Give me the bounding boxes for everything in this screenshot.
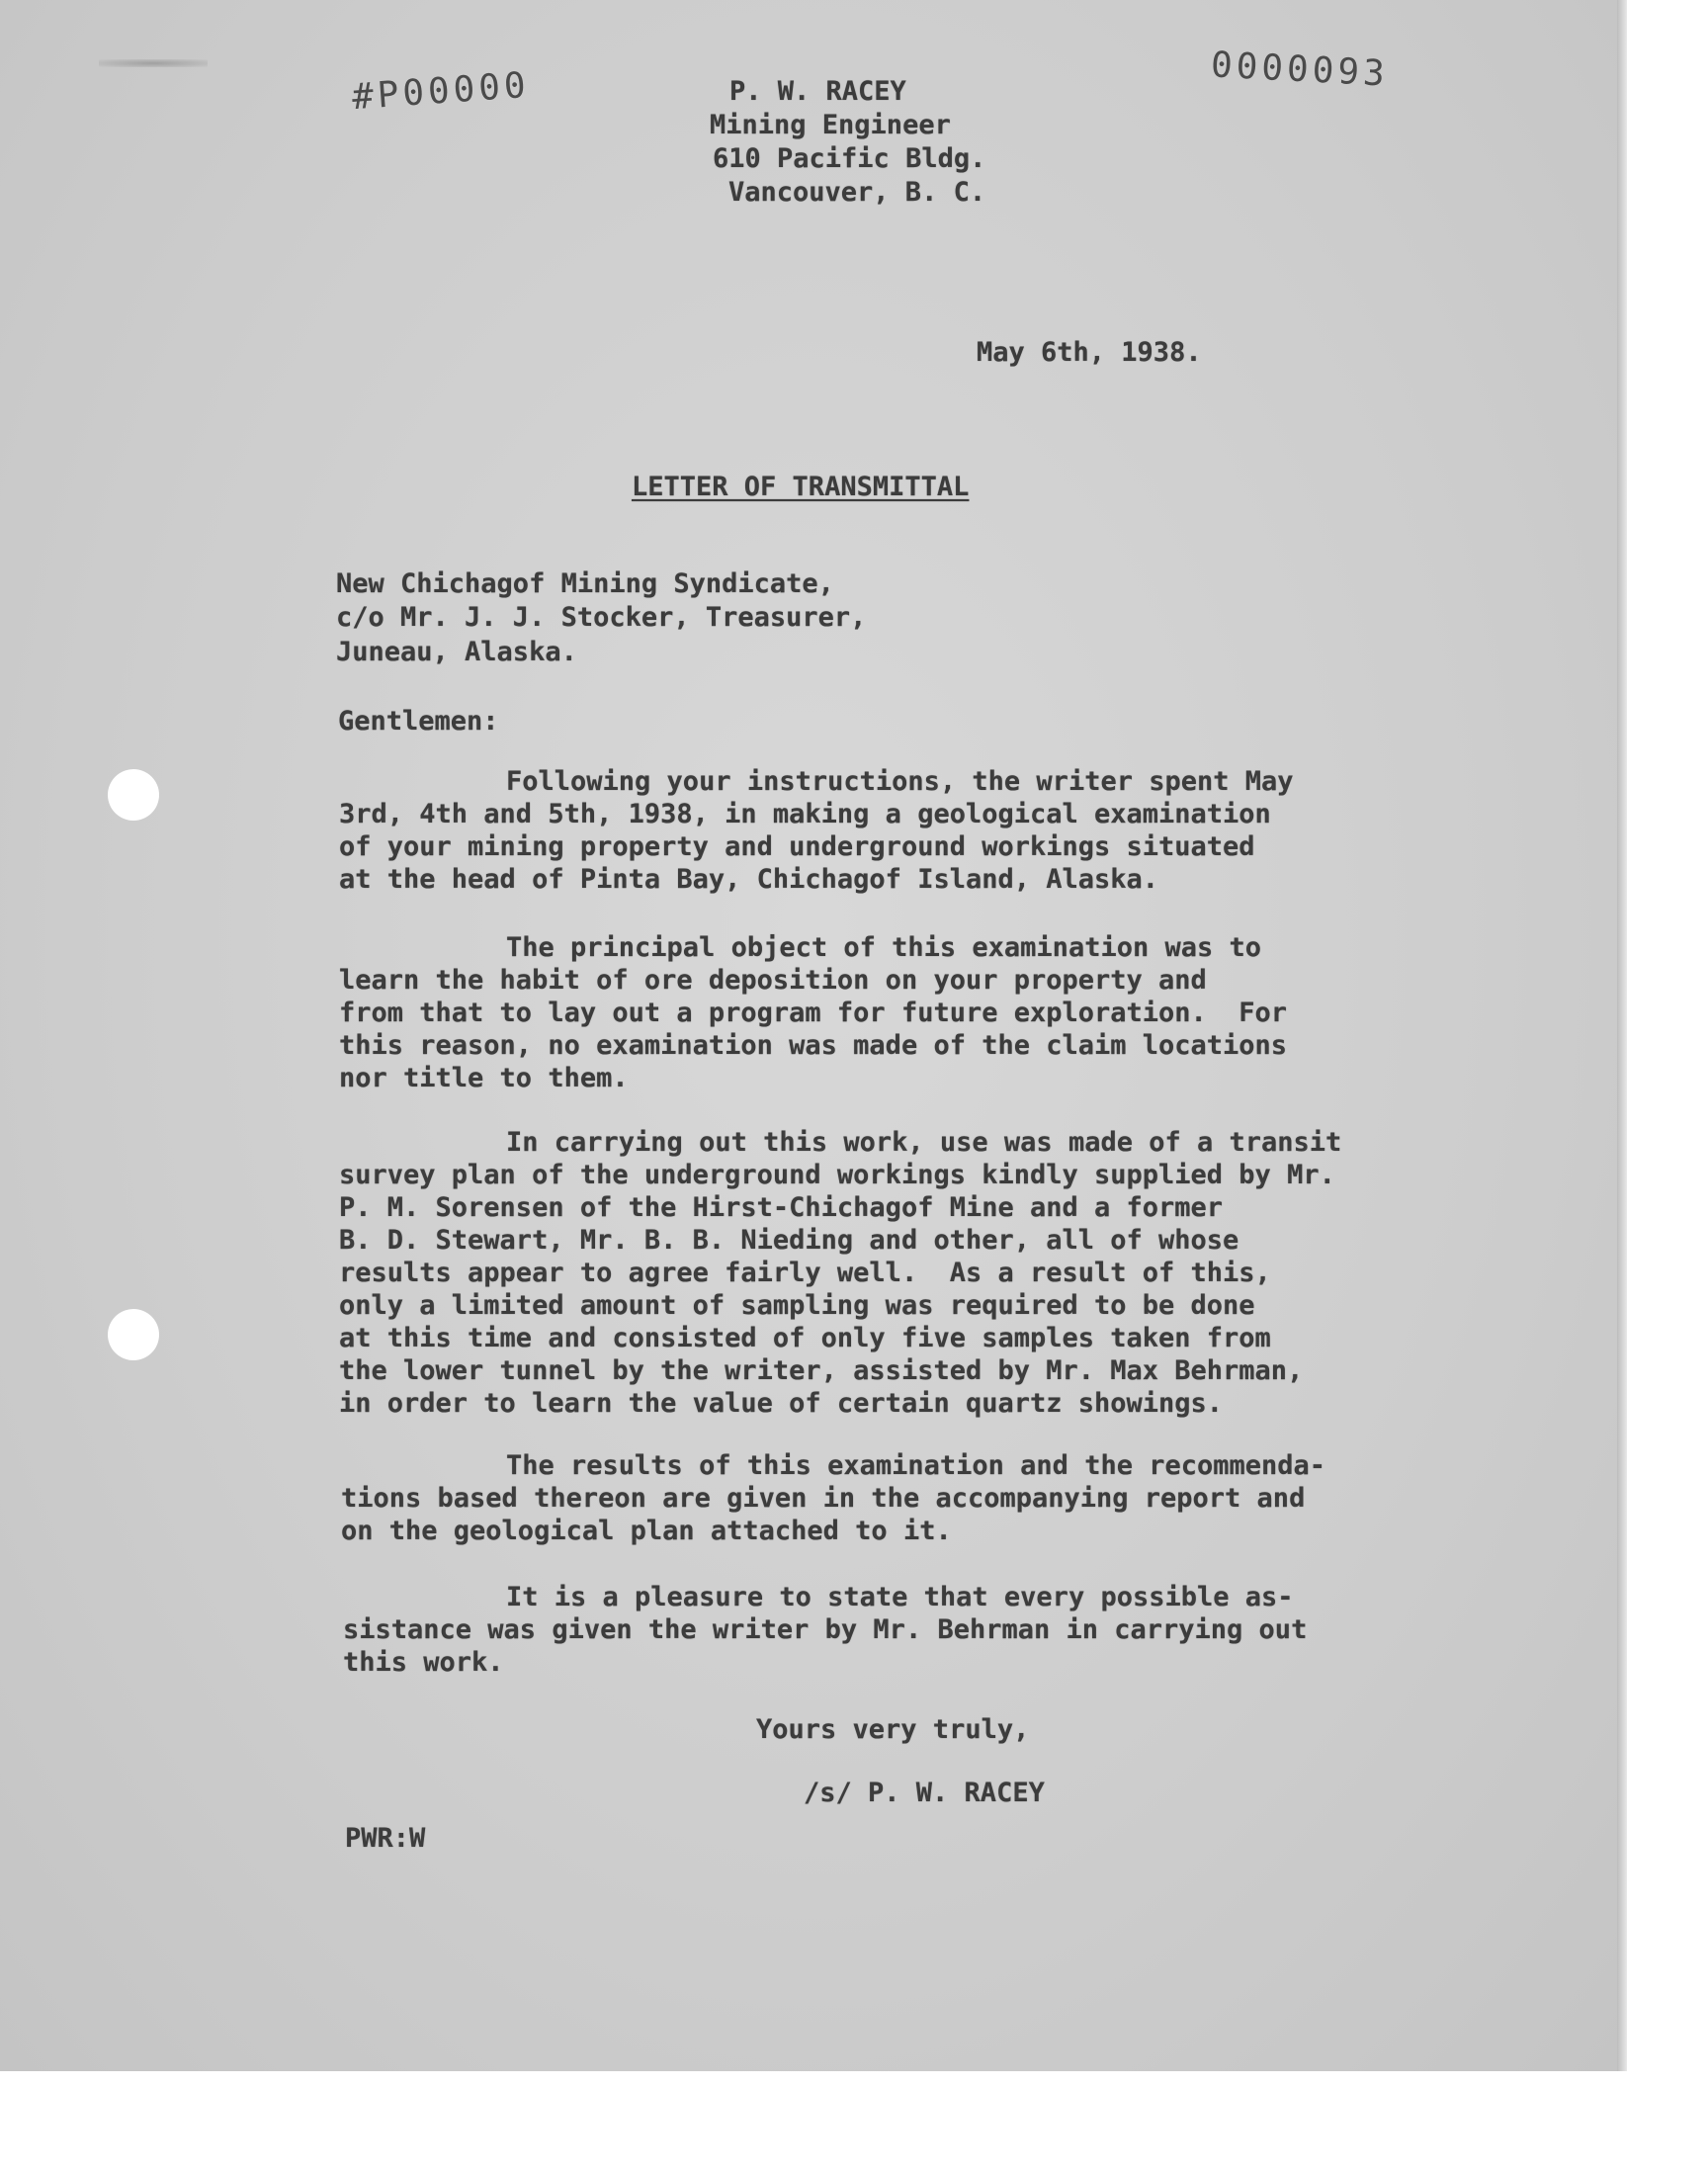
paragraph-line: the lower tunnel by the writer, assisted by Mr. Max Behrman, [339, 1355, 1304, 1386]
paragraph-line: 3rd, 4th and 5th, 1938, in making a geological examination [339, 799, 1271, 829]
paragraph-line: In carrying out this work, use was made of a transit [506, 1127, 1342, 1158]
paragraph-line: in order to learn the value of certain quartz showings. [339, 1388, 1224, 1419]
paragraph-line: on the geological plan attached to it. [341, 1516, 952, 1546]
paragraph-line: from that to lay out a program for future exploration. For [339, 998, 1288, 1028]
page-edge [1617, 0, 1627, 2071]
typist-initials: PWR:W [345, 1823, 426, 1854]
closing: Yours very truly, [756, 1714, 1030, 1745]
pencil-mark [99, 59, 208, 67]
punch-hole [108, 769, 159, 821]
stamp-left: #P00000 [350, 64, 531, 119]
paragraph-line: at the head of Pinta Bay, Chichagof Island, Alaska. [339, 864, 1159, 895]
paragraph-line: survey plan of the underground workings kindly supplied by Mr. [339, 1160, 1335, 1190]
recipient-line-1: New Chichagof Mining Syndicate, [336, 568, 834, 599]
salutation: Gentlemen: [338, 706, 499, 737]
paragraph-line: P. M. Sorensen of the Hirst-Chichagof Mine and a former [339, 1192, 1224, 1223]
letterhead-address: 610 Pacific Bldg. [713, 143, 986, 174]
paragraph-line: results appear to agree fairly well. As a result of this, [339, 1258, 1271, 1288]
recipient-line-2: c/o Mr. J. J. Stocker, Treasurer, [336, 602, 867, 633]
letterhead-name: P. W. RACEY [729, 76, 906, 107]
paragraph-line: sistance was given the writer by Mr. Behrman in carrying out [343, 1614, 1308, 1645]
recipient-line-3: Juneau, Alaska. [336, 637, 577, 667]
letter-date: May 6th, 1938. [977, 337, 1202, 368]
letterhead-city: Vancouver, B. C. [728, 177, 986, 208]
paragraph-line: at this time and consisted of only five samples taken from [339, 1323, 1271, 1353]
paragraph-line: Following your instructions, the writer spent May [506, 766, 1294, 797]
paragraph-line: nor title to them. [339, 1063, 629, 1093]
stamp-right: 0000093 [1210, 44, 1390, 95]
paragraph-line: The results of this examination and the recommenda- [506, 1450, 1326, 1481]
paragraph-line: The principal object of this examination was to [506, 932, 1262, 963]
signature: /s/ P. W. RACEY [804, 1778, 1045, 1808]
paragraph-line: tions based thereon are given in the accompanying report and [341, 1483, 1306, 1514]
paragraph-line: this work. [343, 1647, 504, 1678]
paragraph-line: of your mining property and underground workings situated [339, 831, 1255, 862]
paragraph-line: this reason, no examination was made of the claim locations [339, 1030, 1288, 1061]
paragraph-line: B. D. Stewart, Mr. B. B. Nieding and other, all of whose [339, 1225, 1239, 1256]
letterhead-title: Mining Engineer [710, 110, 951, 140]
paragraph-line: It is a pleasure to state that every possible as- [506, 1582, 1294, 1612]
letter-heading: LETTER OF TRANSMITTAL [632, 472, 970, 502]
paragraph-line: learn the habit of ore deposition on your property and [339, 965, 1207, 996]
punch-hole [108, 1309, 159, 1360]
paragraph-line: only a limited amount of sampling was required to be done [339, 1290, 1255, 1321]
